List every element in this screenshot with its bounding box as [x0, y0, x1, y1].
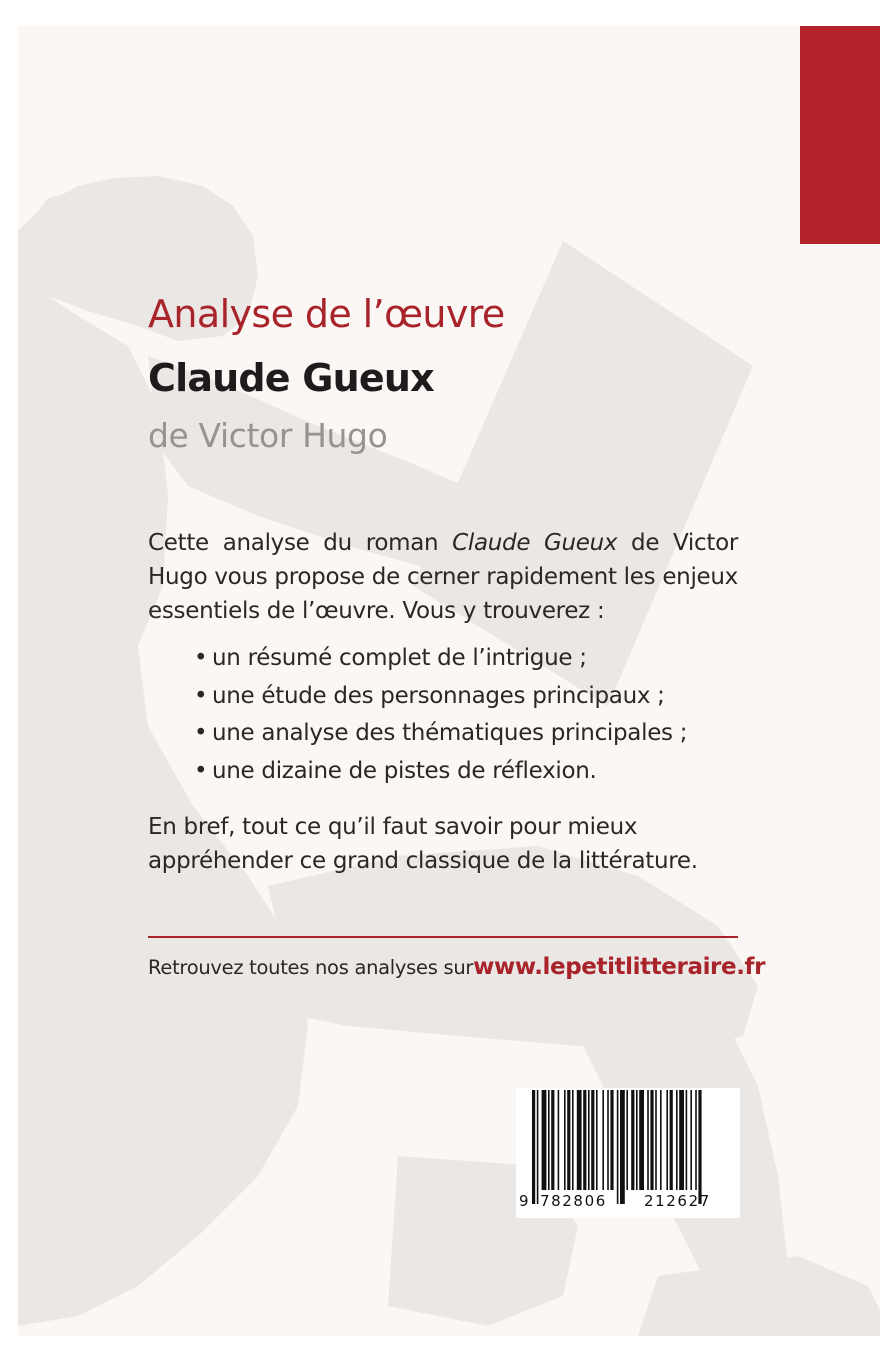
list-item [194, 753, 687, 791]
barcode-bar [626, 1090, 628, 1190]
barcode-bar [655, 1090, 657, 1190]
isbn-barcode [516, 1088, 740, 1218]
list-item [194, 640, 687, 678]
intro-paragraph [148, 526, 738, 628]
barcode-bar [631, 1090, 634, 1190]
barcode-bar [620, 1090, 625, 1204]
barcode-bar [572, 1090, 574, 1190]
divider-rule [148, 936, 738, 938]
barcode-bar [532, 1090, 535, 1204]
barcode-bar [564, 1090, 566, 1190]
barcode-bar [647, 1090, 649, 1190]
barcode-bar [591, 1090, 594, 1190]
barcode-bar [650, 1090, 653, 1190]
barcode-bar [698, 1090, 701, 1204]
bullet-icon: • [194, 720, 208, 746]
intro-italic-title: Claude Gueux [452, 530, 618, 556]
outro-paragraph: En bref, tout ce qu’il faut savoir pour mieux appréhender ce grand classique de la littérature. [148, 814, 698, 874]
barcode-bar [666, 1090, 668, 1190]
bullet-icon: • [194, 757, 208, 784]
list-item-text: une analyse des thématiques principales ; [212, 720, 688, 746]
book-author: de Victor Hugo [148, 416, 388, 455]
barcode-bar [567, 1090, 570, 1190]
footer-line [148, 954, 766, 980]
bullet-icon: • [194, 645, 208, 671]
barcode-bar [686, 1090, 688, 1190]
intro-text-before: Cette analyse du roman [148, 530, 453, 556]
barcode-bar [551, 1090, 554, 1190]
barcode-bar [548, 1090, 550, 1190]
barcode-left-digits: 782806 [540, 1192, 607, 1210]
list-item-text: une dizaine de pistes de réflexion. [212, 757, 597, 784]
barcode-bar [679, 1090, 684, 1190]
footer-text: Retrouvez toutes nos analyses sur [148, 956, 474, 979]
barcode-lead-digit: 9 [519, 1192, 529, 1210]
red-corner-tab [800, 26, 880, 244]
bullet-icon: • [194, 682, 208, 709]
barcode-bar [583, 1090, 586, 1190]
list-item [194, 715, 687, 753]
barcode-digits [516, 1190, 740, 1216]
list-item [194, 678, 687, 716]
feature-list [194, 640, 687, 790]
barcode-bar [542, 1090, 547, 1190]
barcode-bar [596, 1090, 598, 1190]
list-item-text: une étude des personnages principaux ; [212, 682, 665, 709]
barcode-bar [617, 1090, 619, 1204]
barcode-bar [639, 1090, 644, 1190]
barcode-bar [660, 1090, 662, 1190]
barcode-bar [636, 1090, 638, 1190]
barcode-bar [695, 1090, 697, 1190]
barcode-bar [537, 1090, 539, 1204]
barcode-bar [602, 1090, 604, 1190]
barcode-right-digits: 212627 [644, 1192, 711, 1210]
book-back-cover [18, 26, 880, 1336]
website-link[interactable]: www.lepetitlitteraire.fr [473, 954, 766, 980]
series-kicker: Analyse de l’œuvre [148, 292, 505, 336]
barcode-bar [607, 1090, 609, 1190]
barcode-bar [577, 1090, 582, 1190]
barcode-bar [610, 1090, 613, 1190]
intro-text-after: de Victor Hugo vous propose de cerner rapidement les enjeux essentiels de l’œuvre. Vous y trouverez : [148, 530, 739, 624]
barcode-bar [588, 1090, 590, 1190]
barcode-bar [676, 1090, 678, 1190]
book-title: Claude Gueux [148, 356, 434, 400]
barcode-bar [558, 1090, 560, 1190]
list-item-text: un résumé complet de l’intrigue ; [212, 645, 587, 671]
barcode-bar [670, 1090, 673, 1190]
barcode-bar [690, 1090, 692, 1190]
